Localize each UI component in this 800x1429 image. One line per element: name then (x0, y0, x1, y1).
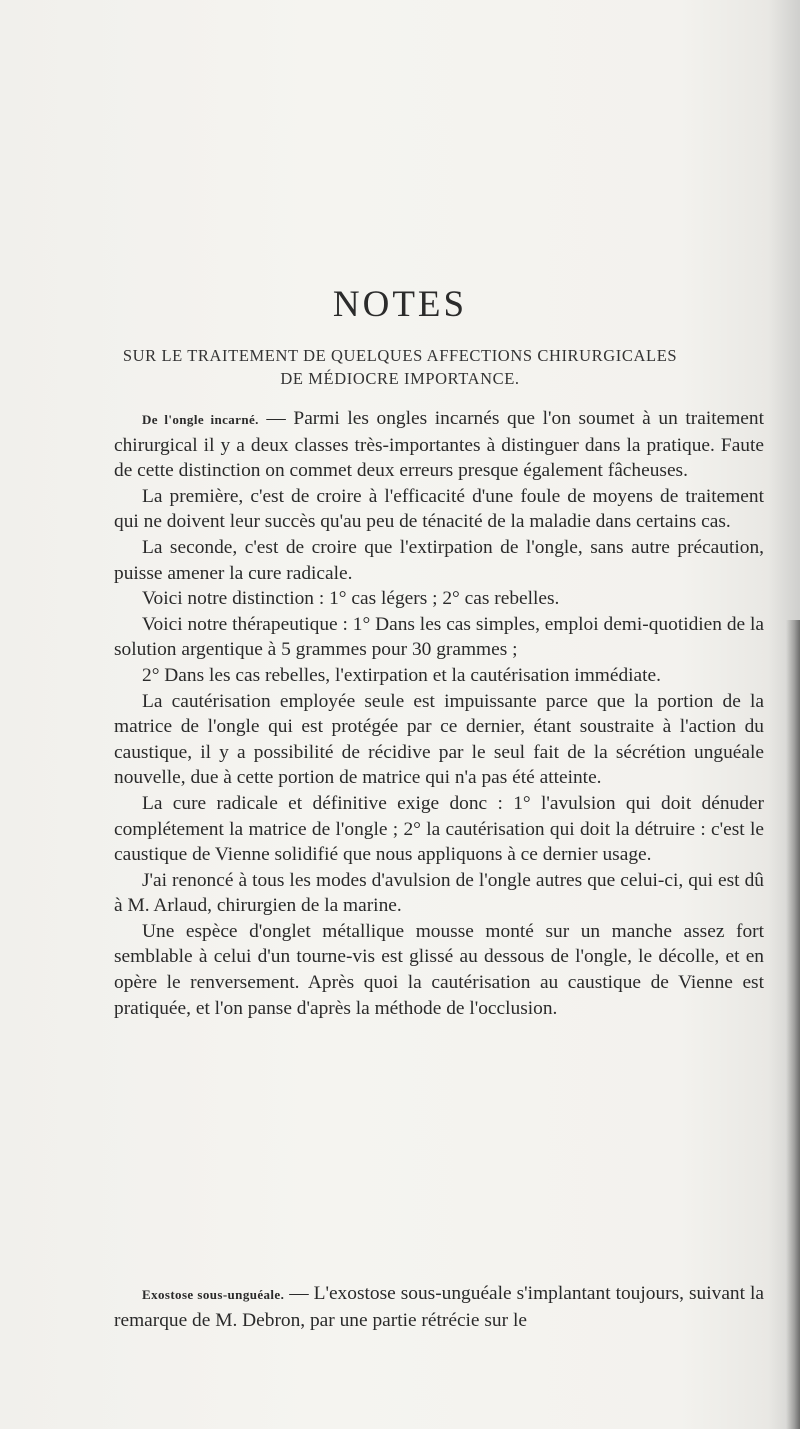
document-subtitle-line-2: DE MÉDIOCRE IMPORTANCE. (280, 369, 520, 388)
lead-text: — L'exostose sous-unguéale s'implantant toujours, suivant la remarque de M. Debron, par une partie rétrécie sur le (114, 1283, 764, 1331)
section-heading: Exostose sous-unguéale. (142, 1287, 285, 1302)
paragraph: La première, c'est de croire à l'efficacité d'une foule de moyens de traitement qui ne doivent leur succès qu'au peu de ténacité de la maladie dans certains cas. (114, 485, 764, 533)
page-edge-shadow (786, 620, 800, 1429)
lead-text: — Parmi les ongles incarnés que l'on soumet à un traitement chirurgical il y a deux classes très-importantes à distinguer dans la pratique. Faute de cette distinction on commet deux erreurs presque également fâcheuses. (114, 408, 764, 482)
paragraph: La cure radicale et définitive exige donc : 1° l'avulsion qui doit dénuder complétement la matrice de l'ongle ; 2° la cautérisation qui doit la détruire : c'est le caustique de Vienne solidifié que nous appliquons à ce dernier usage. (114, 792, 764, 866)
document-subtitle-line-1: SUR LE TRAITEMENT DE QUELQUES AFFECTIONS CHIRURGICALES (122, 346, 678, 365)
paragraph: 2° Dans les cas rebelles, l'extirpation et la cautérisation immédiate. (142, 664, 661, 686)
section-exostose (114, 1281, 764, 1333)
paragraph: Une espèce d'onglet métallique mousse monté sur un manche assez fort semblable à celui d'un tourne-vis est glissé au dessous de l'ongle, le décolle, et en opère le renversement. Après quoi la cautérisation au caustique de Vienne est pratiquée, et l'on panse d'après la méthode de l'occlusion. (114, 920, 764, 1019)
document-title: NOTES (332, 284, 468, 325)
paragraph: Voici notre distinction : 1° cas légers ; 2° cas rebelles. (142, 588, 560, 610)
section-ongle-incarne (114, 406, 764, 1021)
paragraph: La cautérisation employée seule est impuissante parce que la portion de la matrice de l'ongle qui est protégée par ce dernier, étant soustraite à l'action du caustique, il y a possibilité de récidive par le seul fait de la sécrétion unguéale nouvelle, due à cette portion de matrice qui n'a pas été atteinte. (114, 690, 764, 789)
section-lead-paragraph (114, 406, 764, 484)
paragraph: Voici notre thérapeutique : 1° Dans les cas simples, emploi demi-quotidien de la solution argentique à 5 grammes pour 30 grammes ; (114, 613, 764, 661)
paragraph: J'ai renoncé à tous les modes d'avulsion de l'ongle autres que celui-ci, qui est dû à M. Arlaud, chirurgien de la marine. (114, 869, 764, 917)
section-lead-paragraph (114, 1281, 764, 1333)
section-heading: De l'ongle incarné. (142, 412, 259, 427)
paragraph: La seconde, c'est de croire que l'extirpation de l'ongle, sans autre précaution, puisse amener la cure radicale. (114, 536, 764, 584)
